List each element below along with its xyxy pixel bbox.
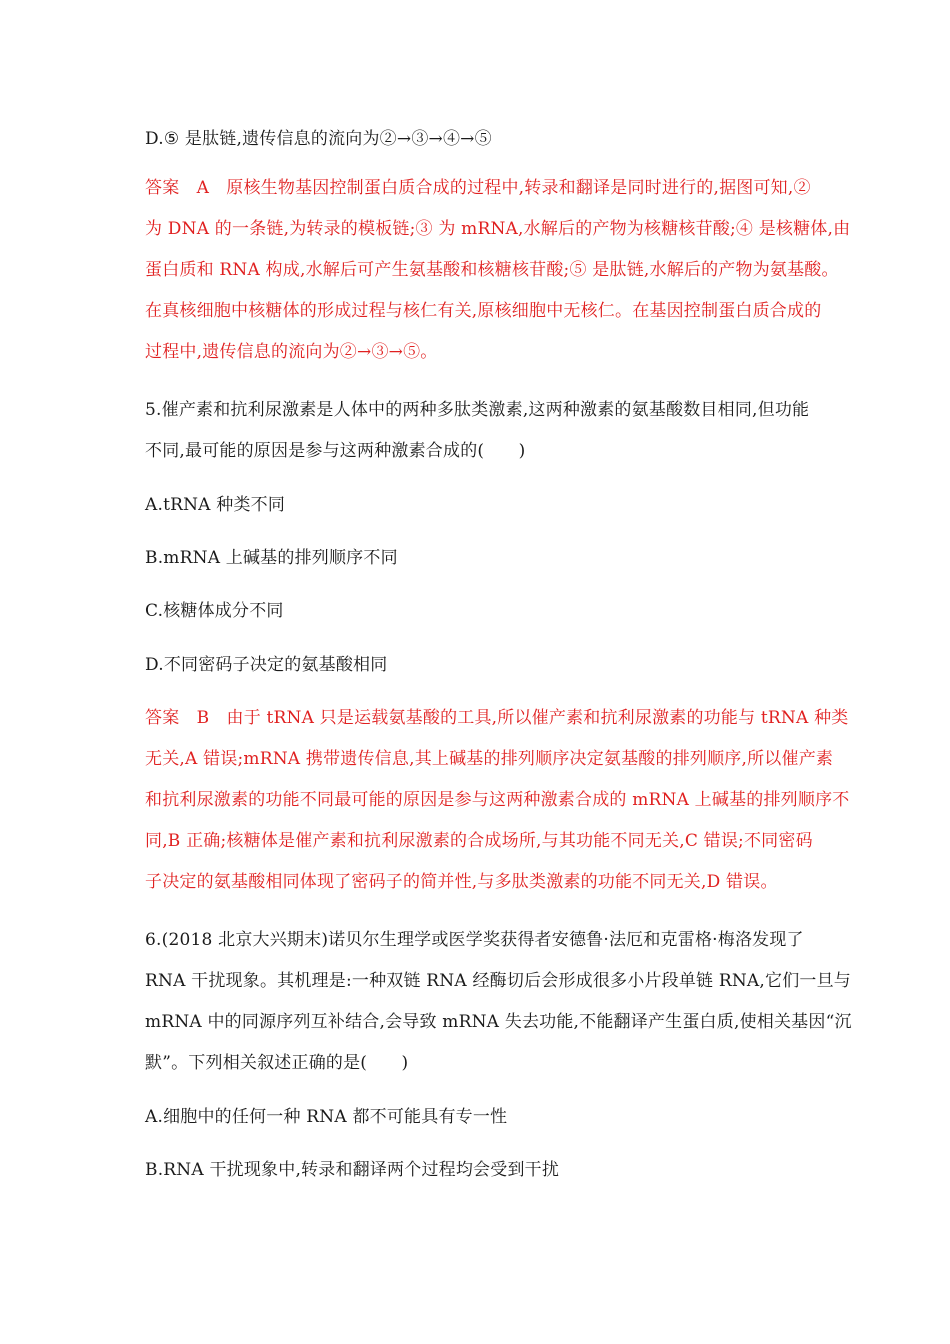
q5-option-d: D.不同密码子决定的氨基酸相同: [145, 655, 388, 675]
q6-stem-line: 6.(2018 北京大兴期末)诺贝尔生理学或医学奖获得者安德鲁·法厄和克雷格·梅洛发现了: [145, 930, 804, 950]
q5-stem-line: 不同,最可能的原因是参与这两种激素合成的( ): [145, 441, 526, 461]
q5-answer: [145, 698, 850, 903]
q6-stem: [145, 920, 852, 1084]
q5-option-b: B.mRNA 上碱基的排列顺序不同: [145, 548, 398, 568]
q4-answer-line: 在真核细胞中核糖体的形成过程与核仁有关,原核细胞中无核仁。在基因控制蛋白质合成的: [145, 301, 822, 321]
q5-answer-line: 同,B 正确;核糖体是催产素和抗利尿激素的合成场所,与其功能不同无关,C 错误;不同密码: [145, 831, 813, 851]
q4-answer-line: 答案 A 原核生物基因控制蛋白质合成的过程中,转录和翻译是同时进行的,据图可知,②: [145, 178, 811, 198]
q6-stem-line: mRNA 中的同源序列互补结合,会导致 mRNA 失去功能,不能翻译产生蛋白质,使相关基因“沉: [145, 1012, 852, 1032]
q6-stem-line: RNA 干扰现象。其机理是:一种双链 RNA 经酶切后会形成很多小片段单链 RNA,它们一旦与: [145, 971, 851, 991]
q5-stem: [145, 390, 810, 472]
q4-answer-line: 过程中,遗传信息的流向为②→③→⑤。: [145, 342, 438, 362]
q4-answer-line: 为 DNA 的一条链,为转录的模板链;③ 为 mRNA,水解后的产物为核糖核苷酸;④ 是核糖体,由: [145, 219, 851, 239]
q5-answer-line: 子决定的氨基酸相同体现了密码子的简并性,与多肽类激素的功能不同无关,D 错误。: [145, 872, 778, 892]
q5-stem-line: 5.催产素和抗利尿激素是人体中的两种多肽类激素,这两种激素的氨基酸数目相同,但功能: [145, 400, 810, 420]
q4-option-d: D.⑤ 是肽链,遗传信息的流向为②→③→④→⑤: [145, 129, 492, 149]
q5-option-c: C.核糖体成分不同: [145, 601, 284, 621]
q6-option-a: A.细胞中的任何一种 RNA 都不可能具有专一性: [145, 1107, 508, 1127]
q5-answer-line: 和抗利尿激素的功能不同最可能的原因是参与这两种激素合成的 mRNA 上碱基的排列顺序不: [145, 790, 850, 810]
q6-option-b: B.RNA 干扰现象中,转录和翻译两个过程均会受到干扰: [145, 1160, 560, 1180]
q6-stem-line: 默”。下列相关叙述正确的是( ): [145, 1053, 409, 1073]
q4-answer: [145, 168, 851, 373]
q4-answer-line: 蛋白质和 RNA 构成,水解后可产生氨基酸和核糖核苷酸;⑤ 是肽链,水解后的产物为氨基酸。: [145, 260, 839, 280]
q5-answer-line: 答案 B 由于 tRNA 只是运载氨基酸的工具,所以催产素和抗利尿激素的功能与 tRNA 种类: [145, 708, 849, 728]
q5-option-a: A.tRNA 种类不同: [145, 495, 286, 515]
q5-answer-line: 无关,A 错误;mRNA 携带遗传信息,其上碱基的排列顺序决定氨基酸的排列顺序,所以催产素: [145, 749, 834, 769]
